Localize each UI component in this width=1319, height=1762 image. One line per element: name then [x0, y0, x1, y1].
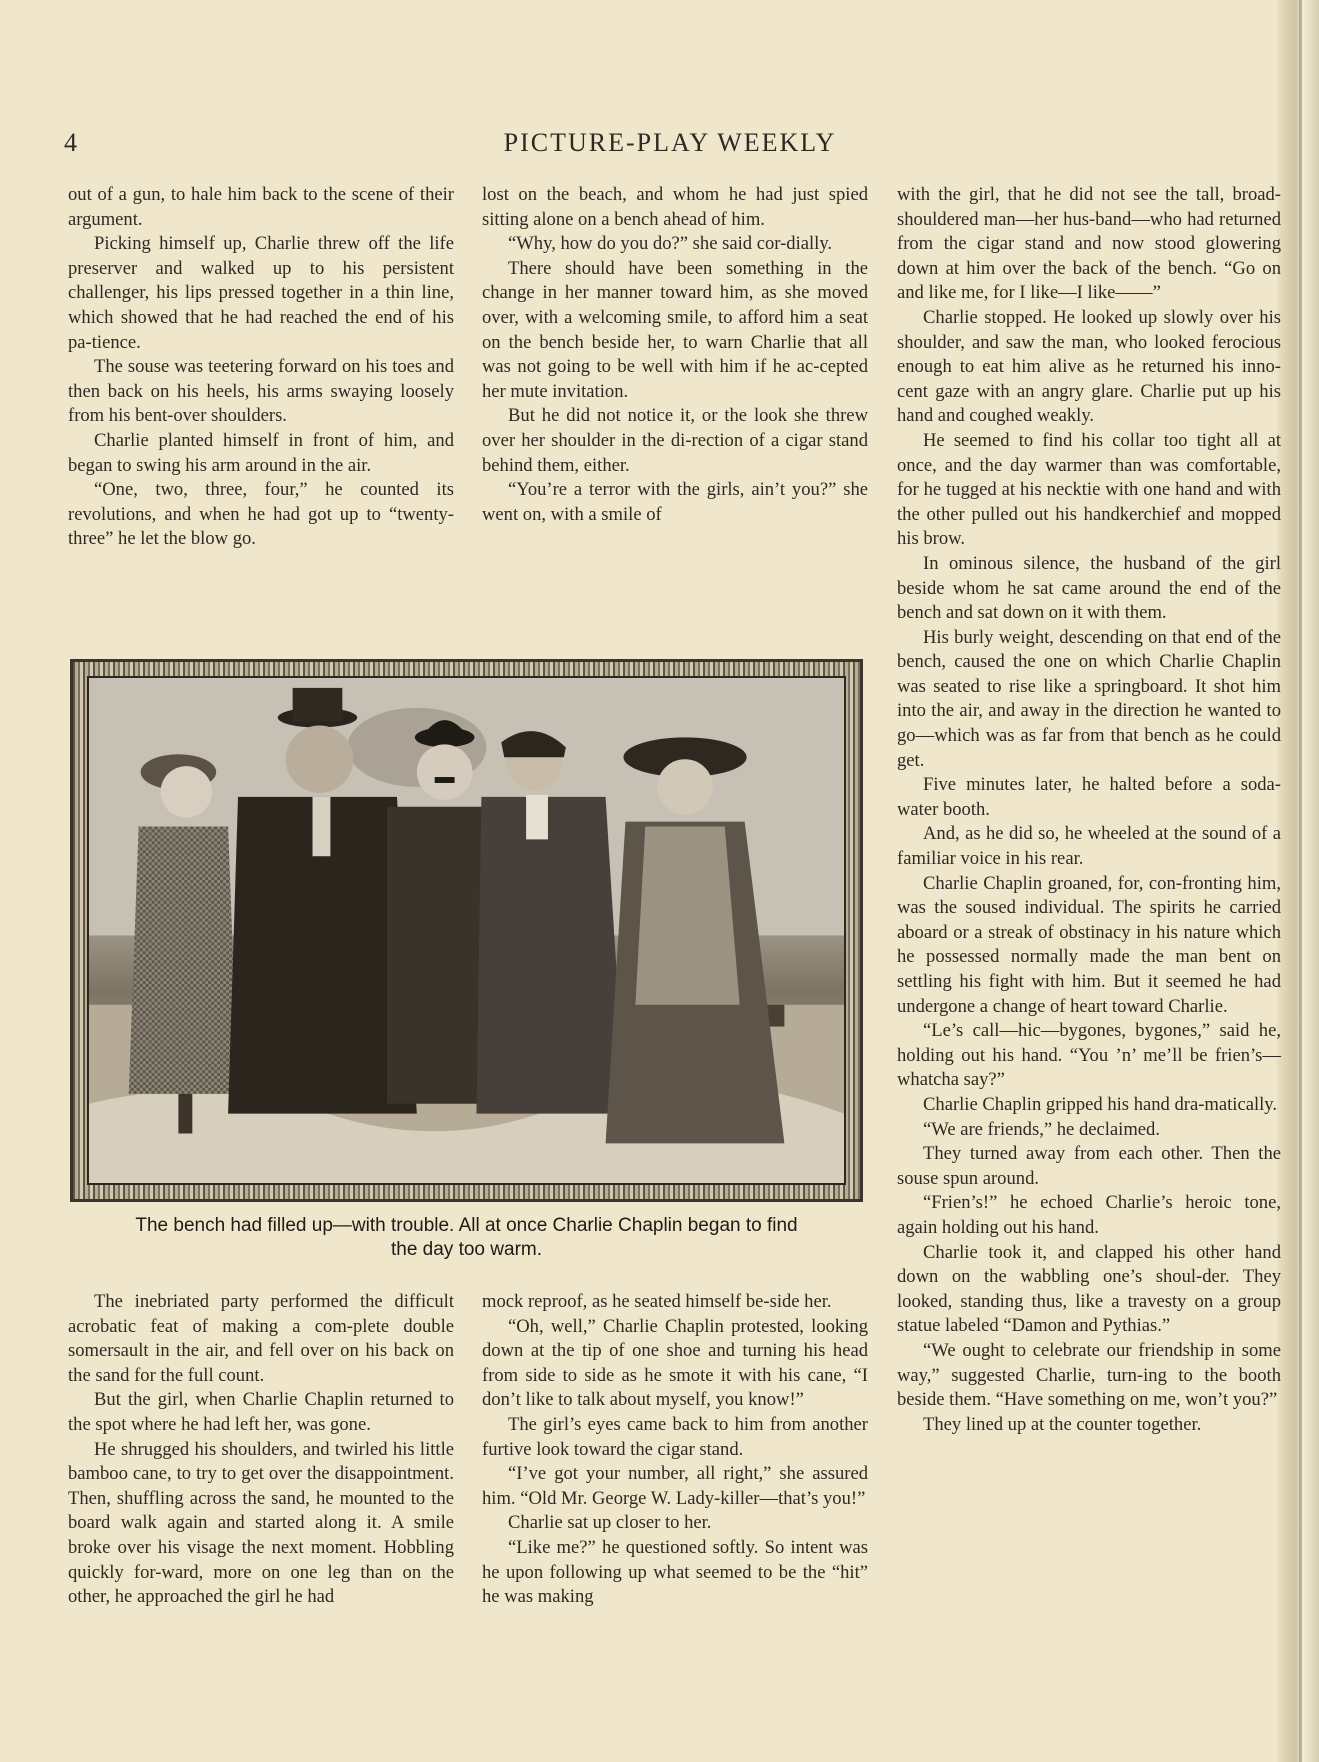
paragraph: “Le’s call—hic—bygones, bygones,” said he, holding out his hand. “You ’n’ me’ll be frien’s—whatcha say?”: [897, 1020, 1281, 1091]
paragraph: The inebriated party performed the difficult acrobatic feat of making a com-plete double somersault in the air, and fell over on his back on the sand for the full count.: [68, 1291, 454, 1386]
paragraph: Charlie Chaplin groaned, for, con-fronting him, was the soused individual. The spirits he carried aboard or a streak of obstinacy in his nature which he possessed normally made the man bent on settling his fight with him. But it seemed he had undergone a change of heart toward Charlie.: [897, 872, 1281, 1017]
paragraph: “You’re a terror with the girls, ain’t you?” she went on, with a smile of: [482, 479, 868, 525]
paragraph: There should have been something in the change in her manner toward him, as she moved over, with a welcoming smile, to afford him a seat on the bench beside her, to warn Charlie that all was not going to be well with him if he ac-cepted her mute invitation.: [482, 257, 868, 402]
photo-frame: [70, 659, 863, 1202]
paragraph: “Frien’s!” he echoed Charlie’s heroic tone, again holding out his hand.: [897, 1192, 1281, 1238]
text-column-2: [482, 183, 868, 527]
film-still-illustration: [89, 678, 844, 1183]
caption-line-2: the day too warm.: [390, 1239, 543, 1260]
paragraph: “We are friends,” he declaimed.: [923, 1118, 1160, 1140]
paragraph: And, as he did so, he wheeled at the sound of a familiar voice in his rear.: [897, 823, 1281, 870]
paragraph: But the girl, when Charlie Chaplin returned to the spot where he had left her, was gone.: [68, 1389, 454, 1435]
paragraph: Charlie Chaplin gripped his hand dra-matically.: [923, 1093, 1278, 1115]
paragraph: “Why, how do you do?” she said cor-dially.: [508, 233, 833, 255]
paragraph: “Oh, well,” Charlie Chaplin protested, looking down at the tip of one shoe and turning his head from side to side as he smote it with his cane, “I don’t like to talk about myself, you know!”: [482, 1315, 868, 1411]
paragraph: “One, two, three, four,” he counted its revolutions, and when he had got up to “twenty-three” he let the blow go.: [68, 479, 454, 550]
paragraph: out of a gun, to hale him back to the scene of their argument.: [68, 184, 454, 230]
paragraph: “We ought to celebrate our friendship in some way,” suggested Charlie, turn-ing to the booth beside them. “Have something on me, won’t you?”: [897, 1339, 1281, 1411]
paragraph: Picking himself up, Charlie threw off the life preserver and walked up to his persistent challenger, his lips pressed together in a thin line, which showed that he had reached the end of his pa-tience.: [68, 233, 454, 353]
paragraph: mock reproof, as he seated himself be-side her.: [482, 1291, 832, 1312]
page-number: 4: [64, 128, 78, 157]
paragraph: But he did not notice it, or the look she threw over her shoulder in the di-rection of a cigar stand behind them, either.: [482, 405, 868, 476]
paragraph: “Like me?” he questioned softly. So intent was he upon following up what seemed to be the “hit” he was making: [482, 1536, 868, 1608]
photo-caption: [70, 1214, 863, 1262]
paragraph: He seemed to find his collar too tight all at once, and the day warmer than was comfortable, for he tugged at his necktie with one hand and with the other pulled out his handkerchief and mopped his brow.: [897, 429, 1281, 550]
paragraph: with the girl, that he did not see the tall, broad-shouldered man—her hus-band—who had returned from the cigar stand and now stood glowering down at him over the back of the bench. “Go on and like me, for I like—I like——”: [897, 184, 1281, 304]
paragraph: Charlie took it, and clapped his other hand down on the wabbling one’s shoul-der. They looked, standing thus, like a travesty on a group statue labeled “Damon and Pythias.”: [897, 1241, 1281, 1337]
caption-line-1: The bench had filled up—with trouble. All at once Charlie Chaplin began to find: [135, 1215, 798, 1236]
paragraph: The souse was teetering forward on his toes and then back on his heels, his arms swaying loosely from his bent-over shoulders.: [68, 356, 454, 427]
paragraph: They lined up at the counter together.: [923, 1413, 1202, 1435]
paragraph: Charlie sat up closer to her.: [508, 1512, 712, 1534]
running-head: PICTURE-PLAY WEEKLY: [503, 128, 837, 157]
paragraph: Charlie planted himself in front of him, and began to swing his arm around in the air.: [68, 429, 454, 476]
paragraph: They turned away from each other. Then the souse spun around.: [897, 1143, 1281, 1189]
paragraph: His burly weight, descending on that end of the bench, caused the one on which Charlie Chaplin was seated to rise like a springboard. It shot him into the air, and away in the direction he wanted to go—which was as far from that bench as he could get.: [897, 626, 1281, 771]
paragraph: Charlie stopped. He looked up slowly over his shoulder, and saw the man, who looked ferocious enough to eat him alive as he returned his inno-cent gaze with an angry glare. Charlie put up his hand and coughed weakly.: [897, 306, 1281, 427]
film-still-photo: [87, 676, 846, 1185]
paragraph: Five minutes later, he halted before a soda-water booth.: [897, 774, 1281, 820]
binding-spine: [1277, 0, 1319, 1762]
text-column-4: [68, 1290, 454, 1610]
text-column-5: [482, 1290, 868, 1610]
text-column-1: [68, 183, 454, 552]
paragraph: The girl’s eyes came back to him from another furtive look toward the cigar stand.: [482, 1413, 868, 1460]
paragraph: “I’ve got your number, all right,” she assured him. “Old Mr. George W. Lady-killer—that’s you!”: [482, 1463, 868, 1509]
paragraph: lost on the beach, and whom he had just spied sitting alone on a bench ahead of him.: [482, 184, 868, 230]
text-column-3: [897, 183, 1281, 1437]
paragraph: In ominous silence, the husband of the girl beside whom he sat came around the end of the bench and sat down on it with them.: [897, 552, 1281, 624]
paragraph: He shrugged his shoulders, and twirled his little bamboo cane, to try to get over the disappointment. Then, shuffling across the sand, he mounted to the board walk again and started along it. A smile broke over his visage the next moment. Hobbling quickly for-ward, more on one leg than on the other, he approached the girl he had: [68, 1438, 454, 1608]
